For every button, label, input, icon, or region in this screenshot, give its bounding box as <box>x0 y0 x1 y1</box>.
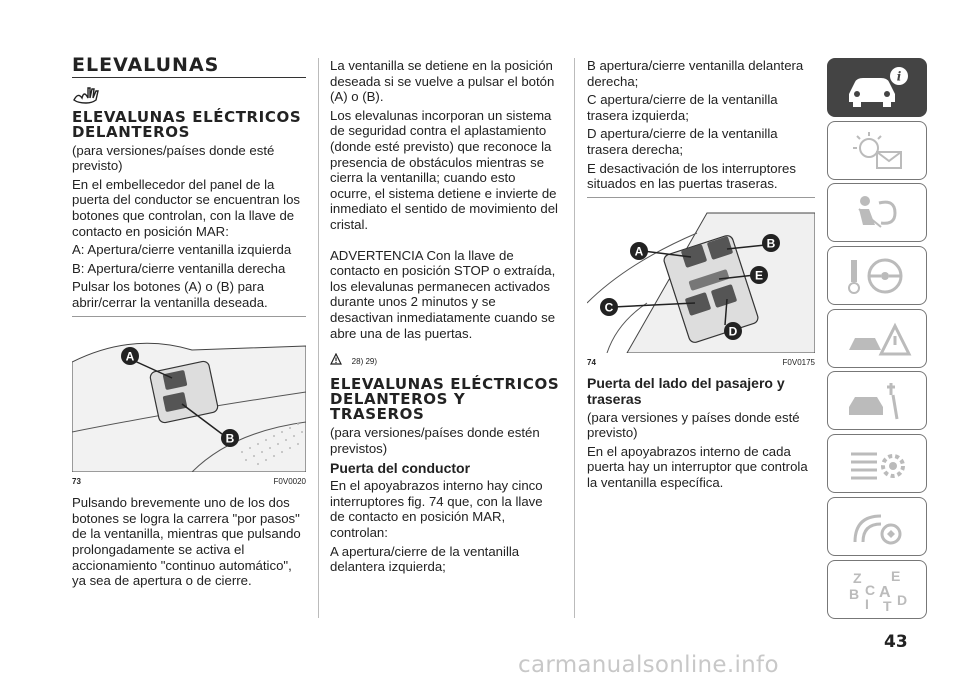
paragraph: A: Apertura/cierre ventanilla izquierda <box>72 242 292 258</box>
paragraph: La ventanilla se detiene en la posición deseada si se vuelve a pulsar el botón (A) o (B). <box>330 58 555 105</box>
figure-label-d: D <box>728 324 738 339</box>
safety-airbag-icon <box>841 189 913 237</box>
heading: Puerta del conductor <box>330 459 471 476</box>
references <box>330 353 560 369</box>
figure-number: 73 <box>72 476 81 486</box>
figure-label-b: B <box>225 431 235 446</box>
multimedia-icon <box>841 502 913 550</box>
warning-hand-icon <box>72 86 306 108</box>
index-letter: A <box>879 584 891 601</box>
paragraph: C apertura/cierre de la ventanilla trasera izquierda; <box>587 92 778 123</box>
paragraph: (para versiones/países donde esté previsto) <box>72 142 275 174</box>
paragraph: E desactivación de los interruptores situados en las puertas traseras. <box>587 160 796 192</box>
heading: Puerta del lado del pasajero y traseras <box>587 375 785 407</box>
figure-code: F0V0175 <box>782 357 815 367</box>
tab-start-driving[interactable] <box>827 246 927 305</box>
index-letter: T <box>883 598 892 613</box>
maintenance-icon <box>841 377 913 425</box>
index-letter: I <box>865 596 869 612</box>
figure-label-c: C <box>604 300 614 315</box>
index-letter: D <box>897 592 908 608</box>
column-divider <box>318 58 319 618</box>
paragraph: B: Apertura/cierre ventanilla derecha <box>72 260 286 276</box>
reference-numbers: 28) 29) <box>351 356 378 366</box>
figure-number: 74 <box>587 357 596 367</box>
tab-maintenance[interactable] <box>827 371 927 430</box>
tab-emergency[interactable] <box>827 309 927 368</box>
warning-paragraph: ADVERTENCIA Con la llave de contacto en posición STOP o extraída, los elevalunas permanecen activados durante unos 2 minutos y se desactivan inmediatamente cuando se abre una de las puertas. <box>330 247 556 341</box>
paragraph: D apertura/cierre de la ventanilla trasera derecha; <box>587 126 778 157</box>
figure-label-e: E <box>754 268 764 283</box>
figure-label-b: B <box>766 236 776 251</box>
svg-text:i: i <box>896 69 902 83</box>
paragraph: En el embellecedor del panel de la puerta del conductor se encuentran los botones que controlan, con la llave de contacto en posición MAR: <box>72 176 300 239</box>
tab-technical-data[interactable] <box>827 434 927 493</box>
figure-label-a: A <box>634 244 644 259</box>
figure-73 <box>72 322 306 472</box>
column-divider <box>574 58 575 618</box>
paragraph: (para versiones y países donde esté previsto) <box>587 409 800 441</box>
paragraph: (para versiones/países donde estén previstos) <box>330 425 540 456</box>
five-switch-illustration <box>587 203 815 353</box>
tab-car-info[interactable] <box>827 58 927 117</box>
index-letter: Z <box>853 570 862 586</box>
dashboard-lights-icon <box>841 126 913 174</box>
watermark: carmanualsonline.info <box>518 652 779 678</box>
paragraph: Los elevalunas incorporan un sistema de seguridad contra el aplastamiento (donde esté previsto) que reconoce la presencia de obstáculos mientras se cierra la ventanilla; cuando esto ocurre, el sistema detiene e invierte de inmediato el sentido de movimiento del cristal. <box>330 107 558 232</box>
chapter-tabs <box>827 58 927 622</box>
column-2 <box>330 58 560 578</box>
paragraph: En el apoyabrazos interno hay cinco interruptores fig. 74 que, con la llave de contacto en posición MAR, controlan: <box>330 478 543 540</box>
index-letter: E <box>891 568 901 584</box>
subsection-title: ELEVALUNAS ELÉCTRICOS DELANTEROS Y TRASEROS <box>330 375 560 424</box>
figure-caption <box>587 355 815 371</box>
index-icon <box>841 565 913 613</box>
technical-data-icon <box>841 440 913 488</box>
paragraph: En el apoyabrazos interno de cada puerta hay un interruptor que controla la ventanilla específica. <box>587 443 808 490</box>
tab-safety[interactable] <box>827 183 927 242</box>
index-letter: C <box>865 582 876 598</box>
paragraph: Pulsar los botones (A) o (B) para abrir/cerrar la ventanilla deseada. <box>72 279 268 310</box>
figure-74 <box>587 203 815 353</box>
column-3 <box>587 58 815 494</box>
section-title: ELEVALUNAS <box>72 58 306 78</box>
emergency-icon <box>841 314 913 362</box>
tab-multimedia[interactable] <box>827 497 927 556</box>
tab-index[interactable] <box>827 560 927 619</box>
figure-label-a: A <box>125 349 135 364</box>
paragraph: B apertura/cierre ventanilla delantera derecha; <box>587 58 804 89</box>
paragraph: A apertura/cierre de la ventanilla delantera izquierda; <box>330 543 520 575</box>
subsection-title: ELEVALUNAS ELÉCTRICOS DELANTEROS <box>72 107 302 141</box>
divider <box>72 316 306 317</box>
divider <box>587 197 815 198</box>
index-letter: B <box>849 586 860 602</box>
warning-triangle-icon <box>330 353 342 365</box>
page-number: 43 <box>884 632 908 652</box>
figure-code: F0V0020 <box>273 476 306 486</box>
column-1 <box>72 54 306 592</box>
paragraph: Pulsando brevemente uno de los dos botones se logra la carrera "por pasos" de la ventanilla, mientras que pulsando prolongadamente se activa el accionamiento "continuo automático", ya sea de apertura o de cierre. <box>72 495 301 589</box>
start-driving-icon <box>841 252 913 300</box>
figure-caption <box>72 474 306 490</box>
tab-dashboard-lights[interactable] <box>827 121 927 180</box>
car-info-icon <box>841 64 913 112</box>
window-switch-illustration <box>72 322 306 472</box>
